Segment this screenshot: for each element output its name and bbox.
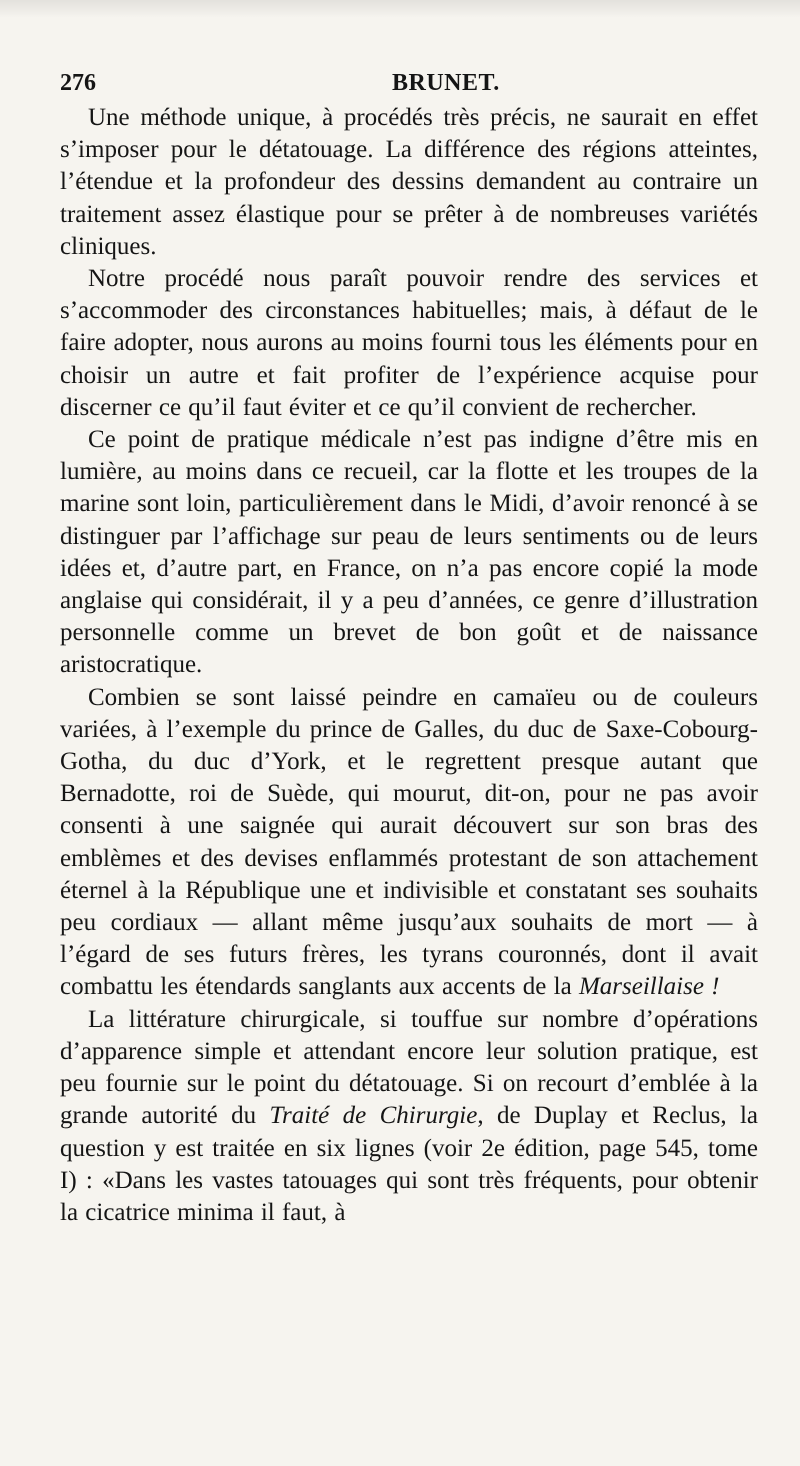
paragraph-2 bbox=[60, 263, 758, 424]
paragraph-1-text: Une méthode unique, à procédés très précis, ne saurait en effet s’imposer pour le détatouage. La différence des régions atteintes, l’étendue et la profondeur des dessins demandent au contraire un traitement assez élastique pour se prêter à de nombreuses variétés cliniques. bbox=[60, 104, 758, 260]
paragraph-3 bbox=[60, 424, 758, 682]
page-header bbox=[60, 62, 758, 102]
paragraph-5 bbox=[60, 1004, 758, 1229]
body-text bbox=[60, 102, 758, 1229]
scan-shadow bbox=[0, 0, 800, 18]
page-number: 276 bbox=[60, 70, 96, 96]
paragraph-5-italic-title: Traité de Chirurgie bbox=[269, 1102, 478, 1130]
paragraph-4 bbox=[60, 682, 758, 1004]
paragraph-3-text: Ce point de pratique médicale n’est pas indigne d’être mis en lumière, au moins dans ce recueil, car la flotte et les troupes de la marine sont loin, particulièrement dans le Midi, d’avoir renoncé à se distinguer par l’affichage sur peau de leurs sentiments ou de leurs idées et, d’autre part, en France, on n’a pas encore copié la mode anglaise qui considérait, il y a peu d’années, ce genre d’illustration personnelle comme un brevet de bon goût et de naissance aristocratique. bbox=[60, 426, 758, 679]
paragraph-5-text-before-italic: La littérature chirurgicale, si touffue sur nombre d’opérations d’apparence simple et attendant encore leur solution pratique, est peu fournie sur le point du détatouage. Si on recourt d’emblée à la grande autorité du bbox=[60, 1005, 758, 1130]
paragraph-5-text-after-italic: , de Duplay et Reclus, la question y est traitée en six lignes (voir 2e édition, page 545, tome I) : «Dans les vastes tatouages qui sont très fréquents, pour obtenir la cicatrice minima il faut, à bbox=[60, 1102, 759, 1226]
paragraph-4-text-before-italic: Combien se sont laissé peindre en camaïeu ou de couleurs variées, à l’exemple du prince de Galles, du duc de Saxe-Cobourg-Gotha, du duc d’York, et le regrettent presque autant que Bernadotte, roi de Suède, qui mourut, dit-on, pour ne pas avoir consenti à une saignée qui aurait découvert sur son bras des emblèmes et des devises enflammés protestant de son attachement éternel à la République une et indivisible et constatant ses souhaits peu cordiaux — allant même jusqu’aux souhaits de mort — à l’égard de ses futurs frères, les tyrans couronnés, dont il avait combattu les étendards sanglants aux accents de la bbox=[60, 683, 758, 1001]
paragraph-1 bbox=[60, 102, 758, 263]
paragraph-2-text: Notre procédé nous paraît pouvoir rendre des services et s’accommoder des circonstances habituelles; mais, à défaut de le faire adopter, nous aurons au moins fourni tous les éléments pour en choisir un autre et fait profiter de l’expérience acquise pour discerner ce qu’il faut éviter et ce qu’il convient de rechercher. bbox=[60, 265, 758, 421]
running-head: BRUNET. bbox=[392, 70, 500, 96]
paragraph-4-italic-title: Marseillaise ! bbox=[578, 973, 720, 1001]
